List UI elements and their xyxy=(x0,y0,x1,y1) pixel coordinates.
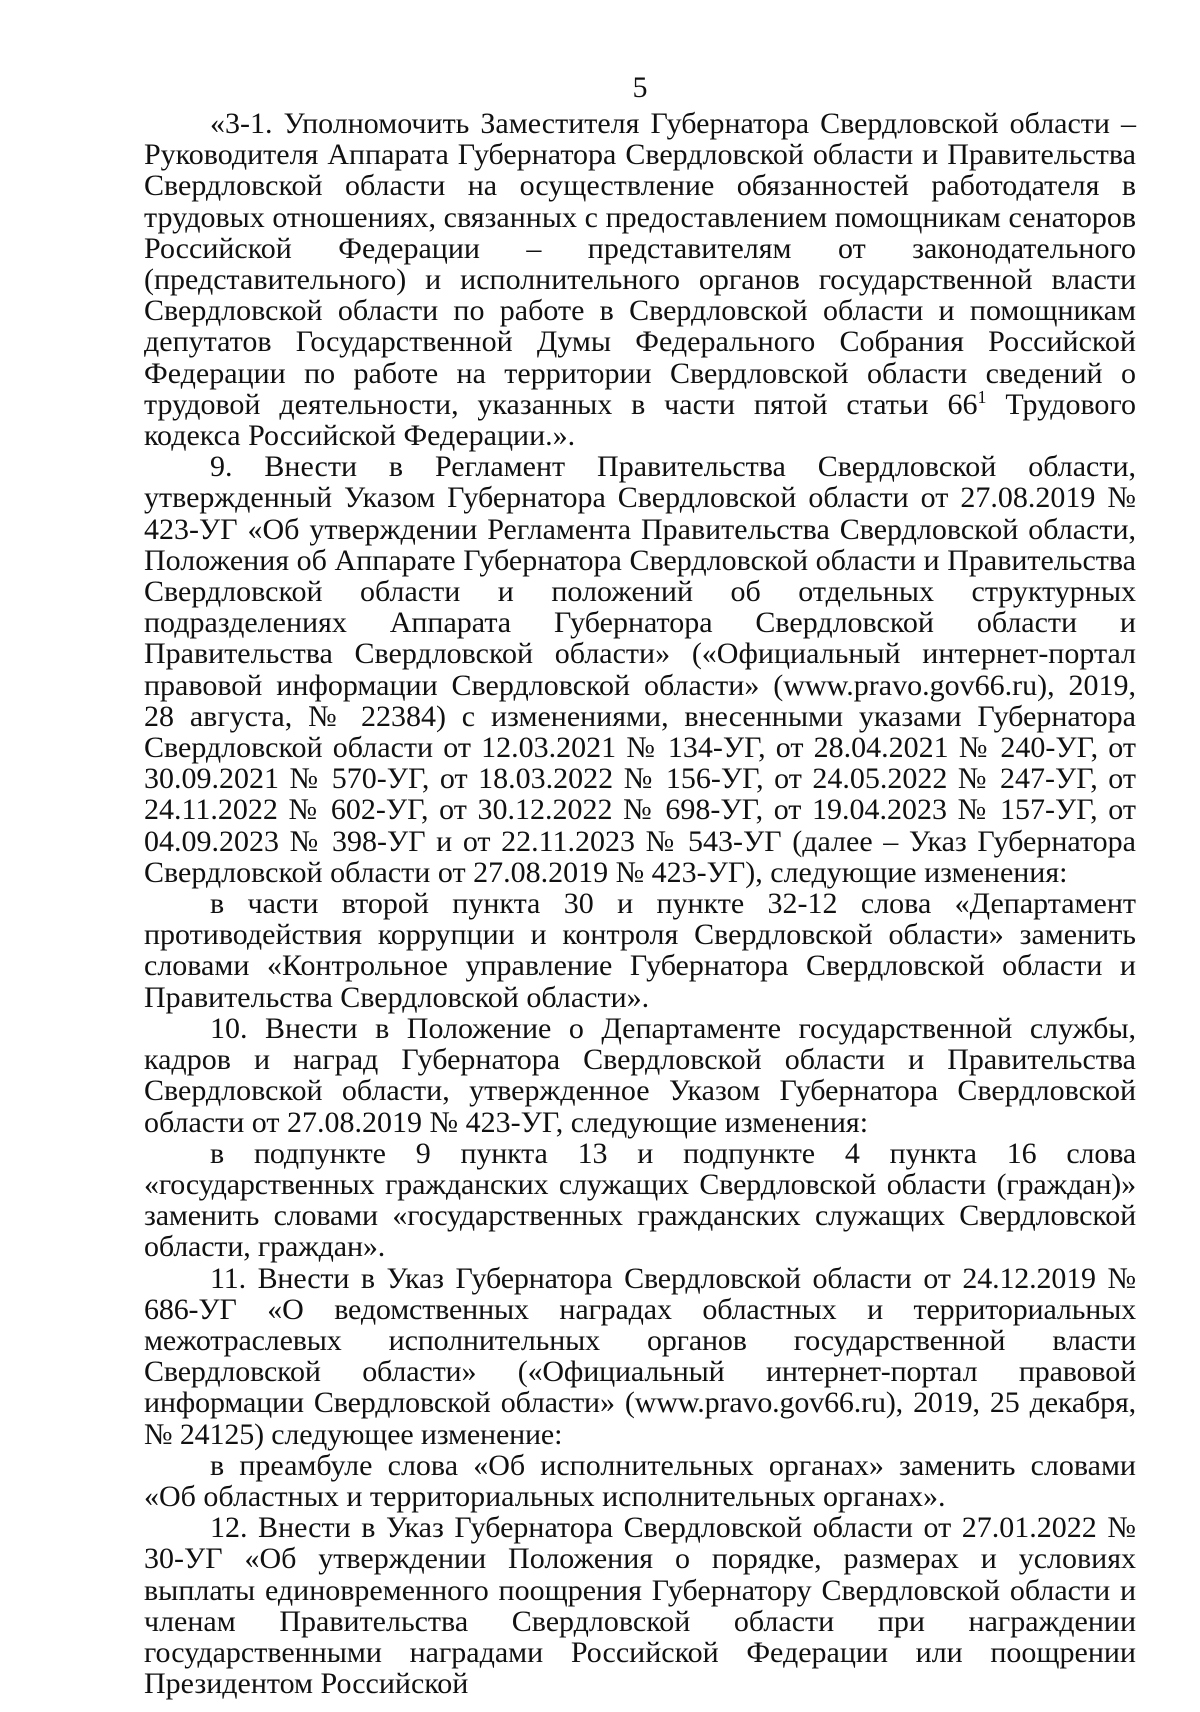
paragraph-11-change: в преамбуле слова «Об исполнительных органах» заменить словами «Об областных и территориальных исполнительных органах». xyxy=(144,1448,1136,1513)
paragraph-3-1 xyxy=(144,108,1136,451)
paragraph-9: 9. Внести в Регламент Правительства Свердловской области, утвержденный Указом Губернатора Свердловской области от 27.08.2019 № 423-УГ «Об утверждении Регламента Правительства Свердловской области, Положения об Аппарате Губернатора Свердловской области и Правительства Свердловской области и положений об отдельных структурных подразделениях Аппарата Губернатора Свердловской области и Правительства Свердловской области» («Официальный интернет-портал правовой информации Свердловской области» (www.pravo.gov66.ru), 2019, 28 августа, № 22384) с изменениями, внесенными указами Губернатора Свердловской области от 12.03.2021 № 134-УГ, от 28.04.2021 № 240-УГ, от 30.09.2021 № 570-УГ, от 18.03.2022 № 156-УГ, от 24.05.2022 № 247-УГ, от 24.11.2022 № 602-УГ, от 30.12.2022 № 698-УГ, от 19.04.2023 № 157-УГ, от 04.09.2023 № 398-УГ и от 22.11.2023 № 543-УГ (далее – Указ Губернатора Свердловской области от 27.08.2019 № 423-УГ), следующие изменения: xyxy=(144,450,1136,889)
paragraph-10: 10. Внести в Положение о Департаменте государственной службы, кадров и наград Губернатора Свердловской области и Правительства Свердловской области, утвержденное Указом Губернатора Свердловской области от 27.08.2019 № 423-УГ, следующие изменения: xyxy=(144,1011,1136,1139)
document-page xyxy=(144,70,1136,1699)
superscript-1: 1 xyxy=(977,386,987,407)
paragraph-12: 12. Внести в Указ Губернатора Свердловской области от 27.01.2022 № 30-УГ «Об утверждении Положения о порядке, размерах и условиях выплаты единовременного поощрения Губернатору Свердловской области и членам Правительства Свердловской области при награждении государственными наградами Российской Федерации или поощрении Президентом Российской xyxy=(144,1511,1136,1701)
paragraph-11: 11. Внести в Указ Губернатора Свердловской области от 24.12.2019 № 686-УГ «О ведомственных наградах областных и территориальных межотраслевых исполнительных органов государственной власти Свердловской области» («Официальный интернет-портал правовой информации Свердловской области» (www.pravo.gov66.ru), 2019, 25 декабря, № 24125) следующее изменение: xyxy=(144,1261,1136,1451)
paragraph-9-change: в части второй пункта 30 и пункте 32-12 слова «Департамент противодействия коррупции и контроля Свердловской области» заменить словами «Контрольное управление Губернатора Свердловской области и Правительства Свердловской области». xyxy=(144,887,1136,1014)
paragraph-3-1-tail: Трудового кодекса Российской Федерации.». xyxy=(144,387,1136,453)
paragraph-3-1-text: «3-1. Уполномочить Заместителя Губернатора Свердловской области – Руководителя Аппарата Губернатора Свердловской области и Правительства Свердловской области на осуществление обязанностей работодателя в трудовых отношениях, связанных с предоставлением помощникам сенаторов Российской Федерации – представителям от законодательного (представительного) и исполнительного органов государственной власти Свердловской области по работе в Свердловской области и помощникам депутатов Государственной Думы Федерального Собрания Российской Федерации по работе на территории Свердловской области сведений о трудовой деятельности, указанных в части пятой статьи 66 xyxy=(144,107,1136,421)
page-number: 5 xyxy=(632,71,648,104)
paragraph-10-change: в подпункте 9 пункта 13 и подпункте 4 пункта 16 слова «государственных гражданских служащих Свердловской области (граждан)» заменить словами «государственных гражданских служащих Свердловской области, граждан». xyxy=(144,1136,1136,1264)
